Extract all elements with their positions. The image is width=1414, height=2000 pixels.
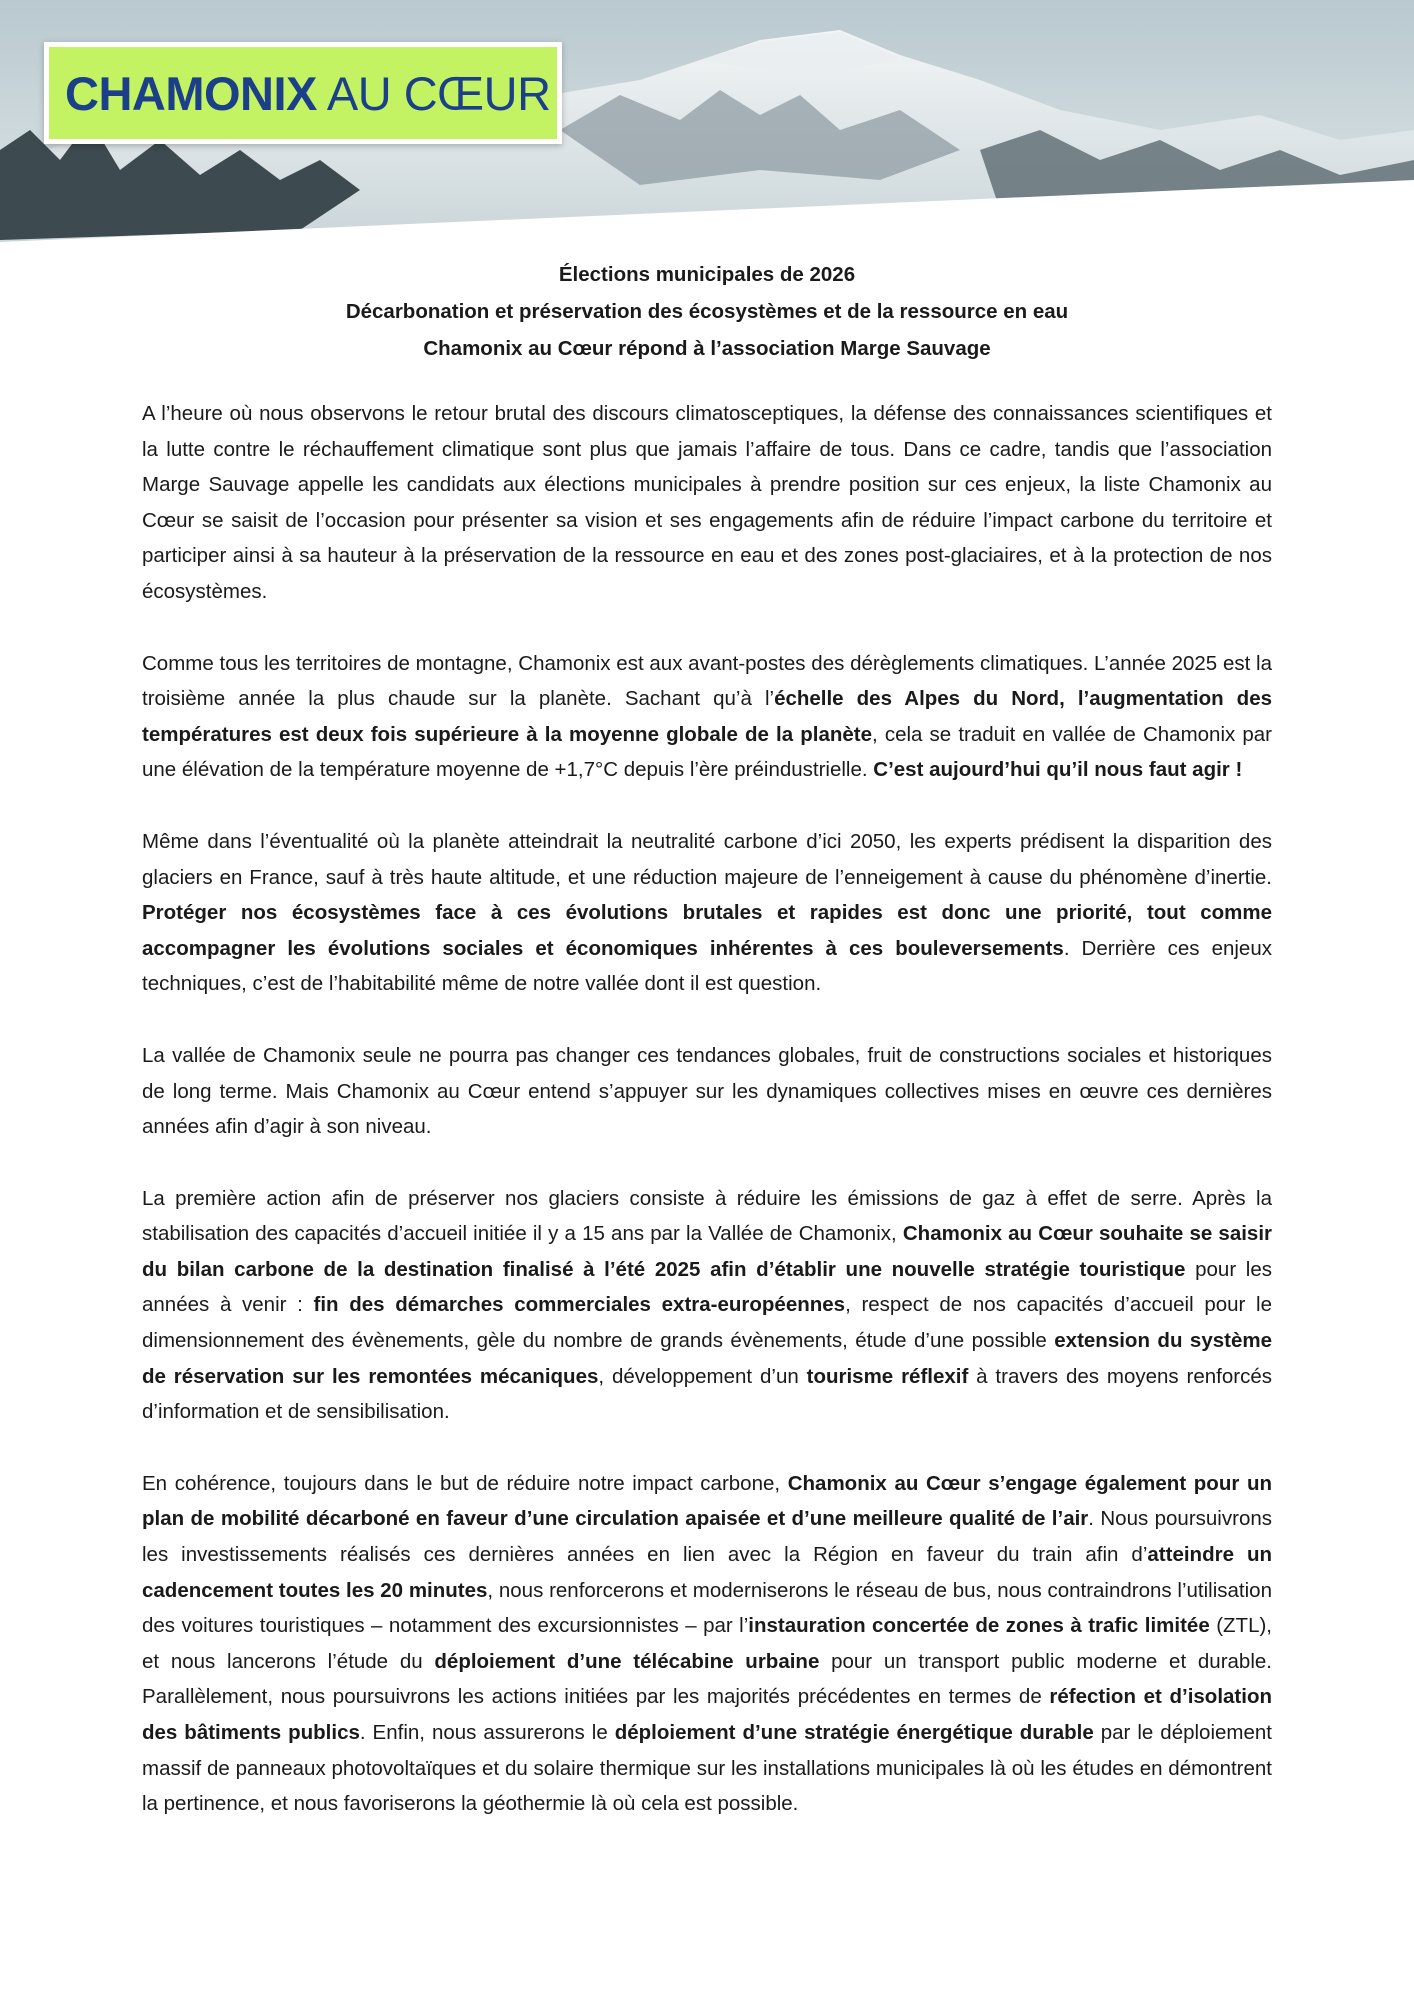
logo (44, 42, 562, 144)
text-run: à travers des moyens renforcés d’information et de sensibilisation. (142, 1364, 1272, 1424)
bold-text-run: atteindre un cadencement toutes les 20 minutes (142, 1543, 1272, 1602)
logo-bold-text: CHAMONIX (65, 66, 317, 120)
bold-text-run: Chamonix au Cœur s’engage également pour un plan de mobilité décarboné en faveur d’une circulation apaisée et d’une meilleure qualité de l’air (142, 1471, 1272, 1531)
bold-text-run: extension du système de réservation sur les remontées mécaniques (142, 1329, 1272, 1388)
text-run: pour un transport public moderne et durable. Parallèlement, nous poursuivrons les actions initiées par les majorités précédentes en termes de (142, 1649, 1272, 1709)
document-body (142, 396, 1272, 1858)
paragraph-2 (142, 646, 1272, 788)
text-run: (ZTL), et nous lancerons l’étude du (142, 1614, 1272, 1673)
text-run: , respect de nos capacités d’accueil pour le dimensionnement des évènements, gèle du nombre de grands évènements, étude d’une possible (142, 1293, 1272, 1353)
text-run: . Derrière ces enjeux techniques, c’est de l’habitabilité même de notre vallée dont il est question. (142, 936, 1272, 996)
paragraph-1 (142, 396, 1272, 610)
bold-text-run: C’est aujourd’hui qu’il nous faut agir ! (873, 758, 1243, 782)
header-banner (0, 0, 1414, 250)
bold-text-run: tourisme réflexif (806, 1364, 969, 1388)
text-run: , développement d’un (598, 1364, 807, 1388)
bold-text-run: échelle des Alpes du Nord, l’augmentation des températures est deux fois supérieure à la moyenne globale de la planète (142, 687, 1272, 746)
text-run: Même dans l’éventualité où la planète atteindrait la neutralité carbone d’ici 2050, les experts prédisent la disparition des glaciers en France, sauf à très haute altitude, et une réduction majeure de l’enneigement à cause du phénomène d’inertie. (142, 829, 1272, 889)
text-run: En cohérence, toujours dans le but de réduire notre impact carbone, (142, 1471, 788, 1495)
bold-text-run: déploiement d’une stratégie énergétique durable (614, 1721, 1094, 1744)
text-run: La première action afin de préserver nos glaciers consiste à réduire les émissions de gaz à effet de serre. Après la stabilisation des capacités d’accueil initiée il y a 15 ans par la Vallée de Chamonix, (142, 1186, 1272, 1246)
text-run: pour les années à venir : (142, 1257, 1272, 1317)
bold-text-run: Protéger nos écosystèmes face à ces évolutions brutales et rapides est donc une priorité, tout comme accompagner les évolutions sociales et économiques inhérentes à ces bouleversements (142, 901, 1272, 960)
text-run: , nous renforcerons et moderniserons le réseau de bus, nous contraindrons l’utilisation des voitures touristiques – notamment des excursionnistes – par l’ (142, 1578, 1272, 1638)
text-run: La vallée de Chamonix seule ne pourra pas changer ces tendances globales, fruit de constructions sociales et historiques de long terme. Mais Chamonix au Cœur entend s’appuyer sur les dynamiques collectives mises en œuvre ces dernières années afin d’agir à son niveau. (142, 1043, 1272, 1139)
document-titles (0, 256, 1414, 367)
text-run: par le déploiement massif de panneaux photovoltaïques et du solaire thermique sur les installations municipales là où les études en démontrent la pertinence, et nous favoriserons la géothermie là où cela est possible. (142, 1721, 1272, 1816)
paragraph-5 (142, 1181, 1272, 1430)
text-run: Comme tous les territoires de montagne, Chamonix est aux avant-postes des dérèglements climatiques. L’année 2025 est la troisième année la plus chaude sur la planète. Sachant qu’à l’ (142, 651, 1272, 711)
bold-text-run: réfection et d’isolation des bâtiments publics (142, 1685, 1272, 1744)
text-run: A l’heure où nous observons le retour brutal des discours climatosceptiques, la défense des connaissances scientifiques et la lutte contre le réchauffement climatique sont plus que jamais l’affaire de tous. Dans ce cadre, tandis que l’association Marge Sauvage appelle les candidats aux élections municipales à prendre position sur ces enjeux, la liste Chamonix au Cœur se saisit de l’occasion pour présenter sa vision et ses engagements afin de réduire l’impact carbone du territoire et participer ainsi à sa hauteur à la préservation de la ressource en eau et des zones post-glaciaires, et à la protection de nos écosystèmes. (142, 402, 1272, 603)
paragraph-3 (142, 824, 1272, 1002)
logo-light-text: AU CŒUR (326, 66, 551, 120)
text-run: . Nous poursuivrons les investissements réalisés ces dernières années en lien avec la Région en faveur du train afin d’ (142, 1507, 1272, 1567)
logo-text (65, 66, 551, 121)
paragraph-6 (142, 1466, 1272, 1822)
bold-text-run: fin des démarches commerciales extra-européennes (313, 1293, 846, 1317)
bold-text-run: Chamonix au Cœur souhaite se saisir du bilan carbone de la destination finalisé à l’été 2025 afin d’établir une nouvelle stratégie touristique (142, 1222, 1272, 1281)
paragraph-4 (142, 1038, 1272, 1145)
text-run: , cela se traduit en vallée de Chamonix par une élévation de la température moyenne de +1,7°C depuis l’ère préindustrielle. (142, 722, 1272, 782)
bold-text-run: instauration concertée de zones à trafic limitée (748, 1614, 1210, 1638)
title-line-2: Décarbonation et préservation des écosystèmes et de la ressource en eau (345, 300, 1069, 323)
bold-text-run: déploiement d’une télécabine urbaine (434, 1649, 820, 1673)
title-line-3: Chamonix au Cœur répond à l’association Marge Sauvage (423, 337, 991, 360)
text-run: . Enfin, nous assurerons le (359, 1721, 615, 1744)
title-line-1: Élections municipales de 2026 (558, 263, 856, 286)
